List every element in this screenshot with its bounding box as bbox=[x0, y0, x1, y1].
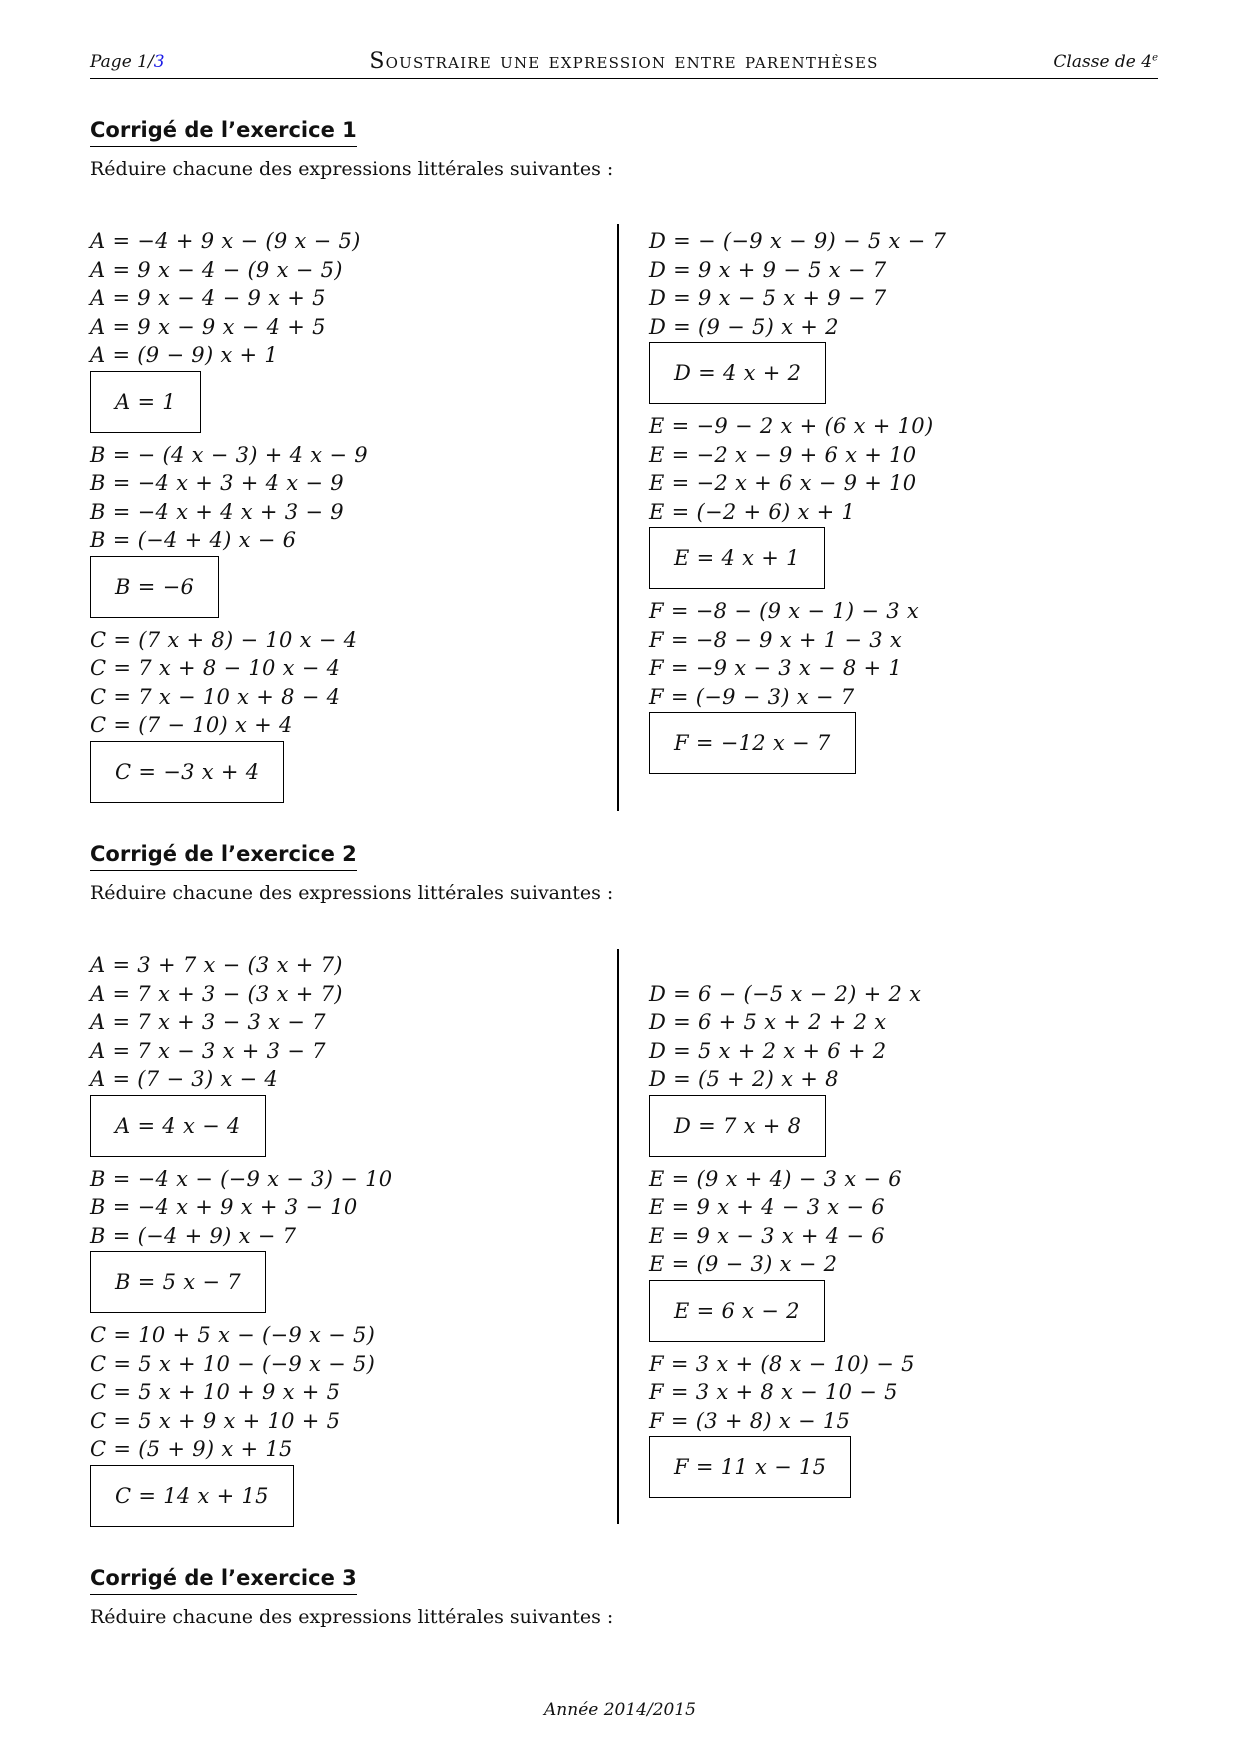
calculation-step: C = 5 x + 10 + 9 x + 5 bbox=[90, 1380, 341, 1404]
boxed-result: C = 14 x + 15 bbox=[90, 1465, 294, 1527]
expression-block bbox=[90, 1165, 392, 1322]
calculation-step: D = 9 x − 5 x + 9 − 7 bbox=[649, 286, 887, 310]
calculation-step: A = 7 x + 3 − 3 x − 7 bbox=[90, 1010, 326, 1034]
calculation-step: B = (−4 + 4) x − 6 bbox=[90, 528, 297, 552]
calculation-step: D = 5 x + 2 x + 6 + 2 bbox=[649, 1038, 887, 1063]
calculation-step: C = (7 x + 8) − 10 x − 4 bbox=[90, 627, 358, 652]
page-header bbox=[90, 42, 1158, 79]
exercise-1-right-column bbox=[649, 227, 946, 782]
calculation-step: F = −8 − 9 x + 1 − 3 x bbox=[649, 627, 903, 652]
exercise-instruction: Réduire chacune des expressions littérales suivantes : bbox=[90, 882, 614, 904]
calculation-step: C = 5 x + 10 − (−9 x − 5) bbox=[90, 1351, 376, 1376]
calculation-step: F = (−9 − 3) x − 7 bbox=[649, 684, 855, 709]
calculation-step: E = −2 x + 6 x − 9 + 10 bbox=[649, 471, 917, 495]
calculation-step: A = 9 x − 4 − (9 x − 5) bbox=[90, 257, 343, 282]
exercise-instruction: Réduire chacune des expressions littérales suivantes : bbox=[90, 158, 614, 180]
exercise-1-left-column bbox=[90, 227, 368, 811]
exercise-instruction: Réduire chacune des expressions littérales suivantes : bbox=[90, 1606, 614, 1628]
class-level: Classe de 4e bbox=[1053, 52, 1158, 72]
exercise-2-right-column bbox=[649, 951, 921, 1506]
boxed-result: F = −12 x − 7 bbox=[649, 712, 856, 774]
calculation-step: D = 9 x + 9 − 5 x − 7 bbox=[649, 257, 887, 282]
calculation-step: A = (9 − 9) x + 1 bbox=[90, 343, 279, 367]
calculation-step: D = 6 + 5 x + 2 + 2 x bbox=[649, 1010, 887, 1034]
calculation-step: C = 10 + 5 x − (−9 x − 5) bbox=[90, 1323, 376, 1347]
exercise-3-section bbox=[90, 1566, 1158, 1628]
boxed-result: B = 5 x − 7 bbox=[90, 1251, 266, 1313]
page-footer: Année 2014/2015 bbox=[544, 1700, 696, 1720]
calculation-step: D = − (−9 x − 9) − 5 x − 7 bbox=[649, 229, 947, 253]
expression-block bbox=[649, 412, 946, 597]
expression-block bbox=[649, 1350, 921, 1507]
calculation-step: B = −4 x − (−9 x − 3) − 10 bbox=[90, 1166, 393, 1191]
calculation-step: D = (9 − 5) x + 2 bbox=[649, 314, 839, 339]
calculation-step: E = 9 x − 3 x + 4 − 6 bbox=[649, 1223, 885, 1248]
calculation-step: F = −8 − (9 x − 1) − 3 x bbox=[649, 599, 920, 623]
calculation-step: C = (7 − 10) x + 4 bbox=[90, 713, 293, 737]
calculation-step: E = 9 x + 4 − 3 x − 6 bbox=[649, 1195, 885, 1219]
expression-block bbox=[649, 227, 946, 412]
expression-block bbox=[90, 441, 368, 626]
calculation-step: C = 7 x + 8 − 10 x − 4 bbox=[90, 656, 341, 680]
exercise-title: Corrigé de l’exercice 2 bbox=[90, 842, 357, 871]
calculation-step: A = −4 + 9 x − (9 x − 5) bbox=[90, 229, 361, 253]
exercise-1-section bbox=[90, 118, 1158, 180]
boxed-result: A = 1 bbox=[90, 371, 201, 433]
calculation-step: B = −4 x + 9 x + 3 − 10 bbox=[90, 1195, 358, 1219]
calculation-step: F = −9 x − 3 x − 8 + 1 bbox=[649, 656, 903, 680]
document-title: Soustraire une expression entre parenthèses bbox=[369, 49, 879, 74]
calculation-step: A = 9 x − 4 − 9 x + 5 bbox=[90, 286, 326, 310]
calculation-step: E = (9 x + 4) − 3 x − 6 bbox=[649, 1166, 902, 1191]
blank-line bbox=[649, 951, 921, 980]
calculation-step: B = − (4 x − 3) + 4 x − 9 bbox=[90, 442, 368, 467]
calculation-step: C = (5 + 9) x + 15 bbox=[90, 1437, 293, 1461]
calculation-step: A = 9 x − 9 x − 4 + 5 bbox=[90, 314, 326, 339]
exercise-2-section bbox=[90, 842, 1158, 904]
calculation-step: D = 6 − (−5 x − 2) + 2 x bbox=[649, 981, 922, 1006]
expression-block bbox=[649, 980, 921, 1165]
boxed-result: A = 4 x − 4 bbox=[90, 1095, 266, 1157]
expression-block bbox=[90, 626, 368, 811]
calculation-step: C = 5 x + 9 x + 10 + 5 bbox=[90, 1408, 341, 1433]
calculation-step: A = 7 x − 3 x + 3 − 7 bbox=[90, 1038, 326, 1063]
calculation-step: D = (5 + 2) x + 8 bbox=[649, 1067, 839, 1091]
calculation-step: A = 3 + 7 x − (3 x + 7) bbox=[90, 953, 343, 977]
boxed-result: F = 11 x − 15 bbox=[649, 1436, 851, 1498]
boxed-result: D = 7 x + 8 bbox=[649, 1095, 826, 1157]
column-divider bbox=[617, 224, 619, 811]
calculation-step: A = (7 − 3) x − 4 bbox=[90, 1067, 279, 1091]
page-total-link[interactable]: 3 bbox=[153, 52, 165, 72]
exercise-2-left-column bbox=[90, 951, 392, 1535]
boxed-result: D = 4 x + 2 bbox=[649, 342, 826, 404]
calculation-step: E = (−2 + 6) x + 1 bbox=[649, 499, 856, 524]
calculation-step: F = 3 x + 8 x − 10 − 5 bbox=[649, 1380, 898, 1404]
calculation-step: B = −4 x + 4 x + 3 − 9 bbox=[90, 499, 344, 524]
boxed-result: E = 4 x + 1 bbox=[649, 527, 825, 589]
exercise-title: Corrigé de l’exercice 3 bbox=[90, 1566, 357, 1595]
column-divider bbox=[617, 949, 619, 1524]
exercise-title: Corrigé de l’exercice 1 bbox=[90, 118, 357, 147]
calculation-step: E = (9 − 3) x − 2 bbox=[649, 1252, 838, 1276]
expression-block bbox=[90, 227, 368, 441]
expression-block bbox=[90, 951, 392, 1165]
expression-block bbox=[649, 1165, 921, 1350]
boxed-result: E = 6 x − 2 bbox=[649, 1280, 825, 1342]
calculation-step: C = 7 x − 10 x + 8 − 4 bbox=[90, 684, 341, 709]
calculation-step: E = −9 − 2 x + (6 x + 10) bbox=[649, 414, 934, 438]
boxed-result: C = −3 x + 4 bbox=[90, 741, 284, 803]
boxed-result: B = −6 bbox=[90, 556, 219, 618]
calculation-step: A = 7 x + 3 − (3 x + 7) bbox=[90, 981, 343, 1006]
calculation-step: B = −4 x + 3 + 4 x − 9 bbox=[90, 471, 344, 495]
calculation-step: E = −2 x − 9 + 6 x + 10 bbox=[649, 442, 917, 467]
calculation-step: F = (3 + 8) x − 15 bbox=[649, 1408, 851, 1433]
expression-block bbox=[90, 1321, 392, 1535]
calculation-step: F = 3 x + (8 x − 10) − 5 bbox=[649, 1351, 915, 1376]
page-number: Page 1/3 bbox=[90, 52, 165, 72]
calculation-step: B = (−4 + 9) x − 7 bbox=[90, 1223, 297, 1248]
expression-block bbox=[649, 597, 946, 782]
